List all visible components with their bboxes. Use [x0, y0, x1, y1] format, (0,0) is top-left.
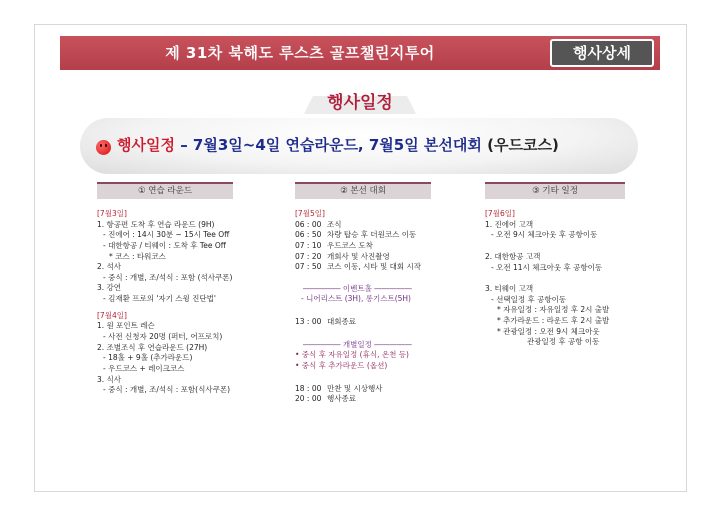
event: 조식 — [327, 219, 342, 229]
other-schedule-header: ③ 기타 일정 — [485, 182, 625, 199]
time: 13 : 00 — [295, 317, 322, 327]
list-item: * 자유일정 : 자유일정 후 2시 출발 — [497, 305, 610, 315]
list-item: 관광일정 후 공항 이동 — [527, 337, 600, 347]
list-item: - 중식 : 개별, 조/석식 : 포함(식사쿠폰) — [103, 385, 231, 395]
list-item: - 김재환 프로의 '자기 스윙 진단법' — [103, 294, 216, 304]
list-item: - 18홀 + 9홀 (추가라운드) — [103, 353, 193, 363]
timeline-row — [295, 384, 431, 395]
list-item: 2. 조별조식 후 연습라운드 (27H) — [97, 342, 208, 352]
schedule-course: (우드코스) — [481, 136, 559, 154]
time: 20 : 00 — [295, 394, 322, 404]
event-hole-separator: ――――― 이벤트홀 ――――― — [303, 283, 412, 293]
practice-round-column — [97, 182, 233, 396]
event: 개회사 및 사진촬영 — [327, 251, 390, 261]
list-item: * 관광일정 : 오전 9시 체크아웃 — [497, 326, 600, 336]
page-title: 제 31차 북해도 루스츠 골프챌린지투어 — [165, 44, 435, 62]
list-item: * 코스 : 타워코스 — [109, 251, 166, 261]
free-schedule-item: • 중식 후 자유일정 (휴식, 온천 등) — [295, 350, 409, 360]
event: 차량 탑승 후 더원코스 이동 — [327, 230, 417, 240]
schedule-summary — [117, 134, 559, 155]
main-date: [7월5일] — [295, 209, 325, 218]
list-item: - 진에어 : 14시 30분 ~ 15시 Tee Off — [103, 230, 230, 240]
list-item: - 선택일정 후 공항이동 — [491, 294, 567, 304]
time: 18 : 00 — [295, 383, 322, 393]
list-item: - 중식 : 개별, 조/석식 : 포함 (석사쿠폰) — [103, 272, 233, 282]
main-tournament-header: ② 본선 대회 — [295, 182, 431, 199]
section-title-block — [304, 88, 416, 118]
event: 행사종료 — [327, 394, 356, 404]
time: 07 : 50 — [295, 262, 322, 272]
list-item: 3. 강연 — [97, 283, 122, 293]
time: 06 : 00 — [295, 219, 322, 229]
list-item: 2. 대한항공 고객 — [485, 251, 541, 261]
main-tournament-column — [295, 182, 431, 405]
list-item: - 사전 신청자 20명 (퍼터, 어프로치) — [103, 332, 223, 342]
smiley-icon — [96, 140, 111, 155]
timeline-row — [295, 230, 431, 241]
list-item: 2. 석사 — [97, 262, 122, 272]
event: 우드코스 도착 — [327, 240, 373, 250]
timeline-row — [295, 317, 431, 328]
other-schedule-column — [485, 182, 625, 348]
list-item: - 대한항공 / 티웨이 : 도착 후 Tee Off — [103, 240, 226, 250]
practice-round-header: ① 연습 라운드 — [97, 182, 233, 199]
time: 06 : 50 — [295, 230, 322, 240]
list-item: 1. 항공편 도착 후 연습 라운드 (9H) — [97, 219, 215, 229]
day2-date: [7월4일] — [97, 310, 127, 320]
day1-date: [7월3일] — [97, 209, 127, 218]
list-item: 1. 진에어 고객 — [485, 219, 534, 229]
timeline-row — [295, 394, 431, 405]
schedule-dates: – 7월3일~4일 연습라운드, 7월5일 본선대회 — [174, 136, 482, 154]
event: 코스 이동, 시타 및 대회 시작 — [327, 262, 421, 272]
list-item: 1. 원 포인트 레슨 — [97, 321, 155, 331]
event: 만찬 및 시상행사 — [327, 383, 383, 393]
timeline-row — [295, 262, 431, 273]
list-item: 3. 티웨이 고객 — [485, 284, 534, 294]
time: 07 : 10 — [295, 240, 322, 250]
free-schedule-item: • 중식 후 추가라운드 (옵션) — [295, 361, 388, 371]
list-item: - 오전 11시 체크아웃 후 공항이동 — [491, 262, 603, 272]
other-date: [7월6일] — [485, 209, 515, 218]
list-item: - 오전 9시 체크아웃 후 공항이동 — [491, 230, 598, 240]
event-detail-button[interactable]: 행사상세 — [550, 39, 654, 67]
free-schedule-separator: ――――― 개별일정 ――――― — [303, 339, 412, 349]
timeline-row — [295, 241, 431, 252]
time: 07 : 20 — [295, 251, 322, 261]
timeline-row — [295, 220, 431, 231]
list-item: 3. 식사 — [97, 374, 122, 384]
event: 대회종료 — [327, 317, 356, 327]
section-title: 행사일정 — [327, 93, 393, 113]
list-item: * 추가라운드 : 라운드 후 2시 출발 — [497, 316, 610, 326]
timeline-row — [295, 252, 431, 263]
event-hole-item: - 니어리스트 (3H), 롱기스트(5H) — [301, 294, 411, 304]
list-item: - 우드코스 + 레이크코스 — [103, 363, 185, 373]
schedule-label: 행사일정 — [117, 136, 175, 154]
